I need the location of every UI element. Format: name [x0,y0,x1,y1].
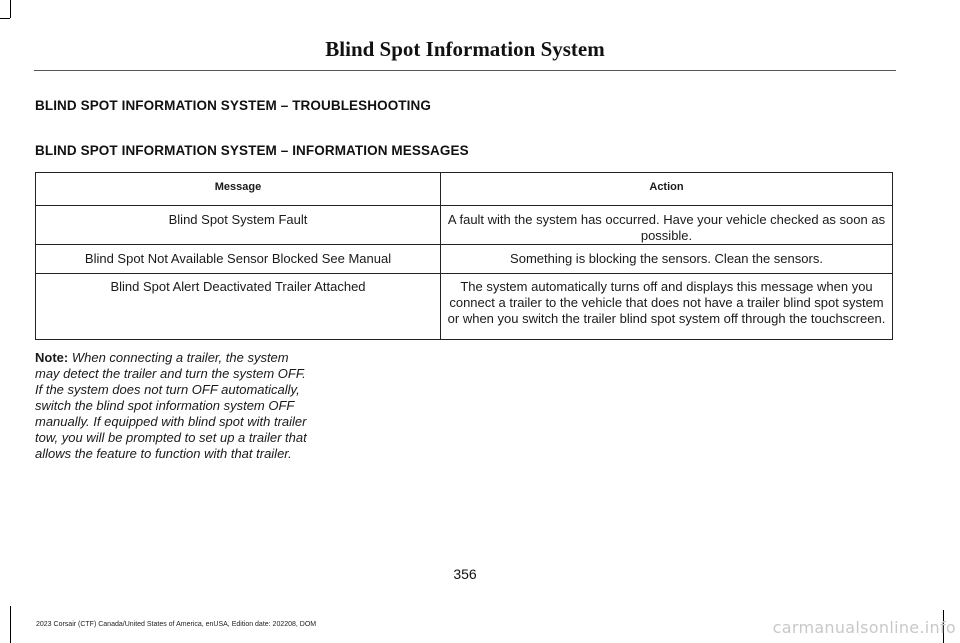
crop-mark-top-left-h [0,18,10,19]
table-row [36,245,893,274]
action-cell: The system automatically turns off and displays this message when you connect a trailer to the vehicle that does not have a trailer blind spot system or when you switch the trailer blind spot system off through the touchscreen. [441,274,893,340]
message-cell: Blind Spot System Fault [36,206,441,245]
crop-mark-top-left-v [10,0,11,18]
column-header-message: Message [36,173,441,206]
column-header-action: Action [441,173,893,206]
table-row [36,274,893,340]
note-paragraph [35,350,310,462]
action-cell: Something is blocking the sensors. Clean the sensors. [441,245,893,274]
page-number: 356 [453,566,477,582]
note-text: When connecting a trailer, the system may detect the trailer and turn the system OFF. If the system does not turn OFF automatically, switch the blind spot information system OFF manually. If equipped with blind spot with trailer tow, you will be prompted to set up a trailer that allows the feature to function with that trailer. [35,350,307,461]
site-watermark[interactable]: carmanualsonline.info [772,618,956,637]
page-header-title: Blind Spot Information System [325,37,605,61]
message-cell: Blind Spot Alert Deactivated Trailer Attached [36,274,441,340]
header-divider [34,70,896,71]
information-messages-heading: BLIND SPOT INFORMATION SYSTEM – INFORMATION MESSAGES [35,143,469,158]
troubleshooting-heading: BLIND SPOT INFORMATION SYSTEM – TROUBLESHOOTING [35,98,431,113]
action-cell: A fault with the system has occurred. Have your vehicle checked as soon as possible. [441,206,893,245]
message-cell: Blind Spot Not Available Sensor Blocked See Manual [36,245,441,274]
edition-footer: 2023 Corsair (CTF) Canada/United States of America, enUSA, Edition date: 202208, DOM [36,621,317,628]
table-header-row [36,173,893,206]
crop-mark-bottom-left-v [10,606,11,643]
table-row [36,206,893,245]
information-messages-table [35,172,893,340]
note-label: Note: [35,350,69,365]
